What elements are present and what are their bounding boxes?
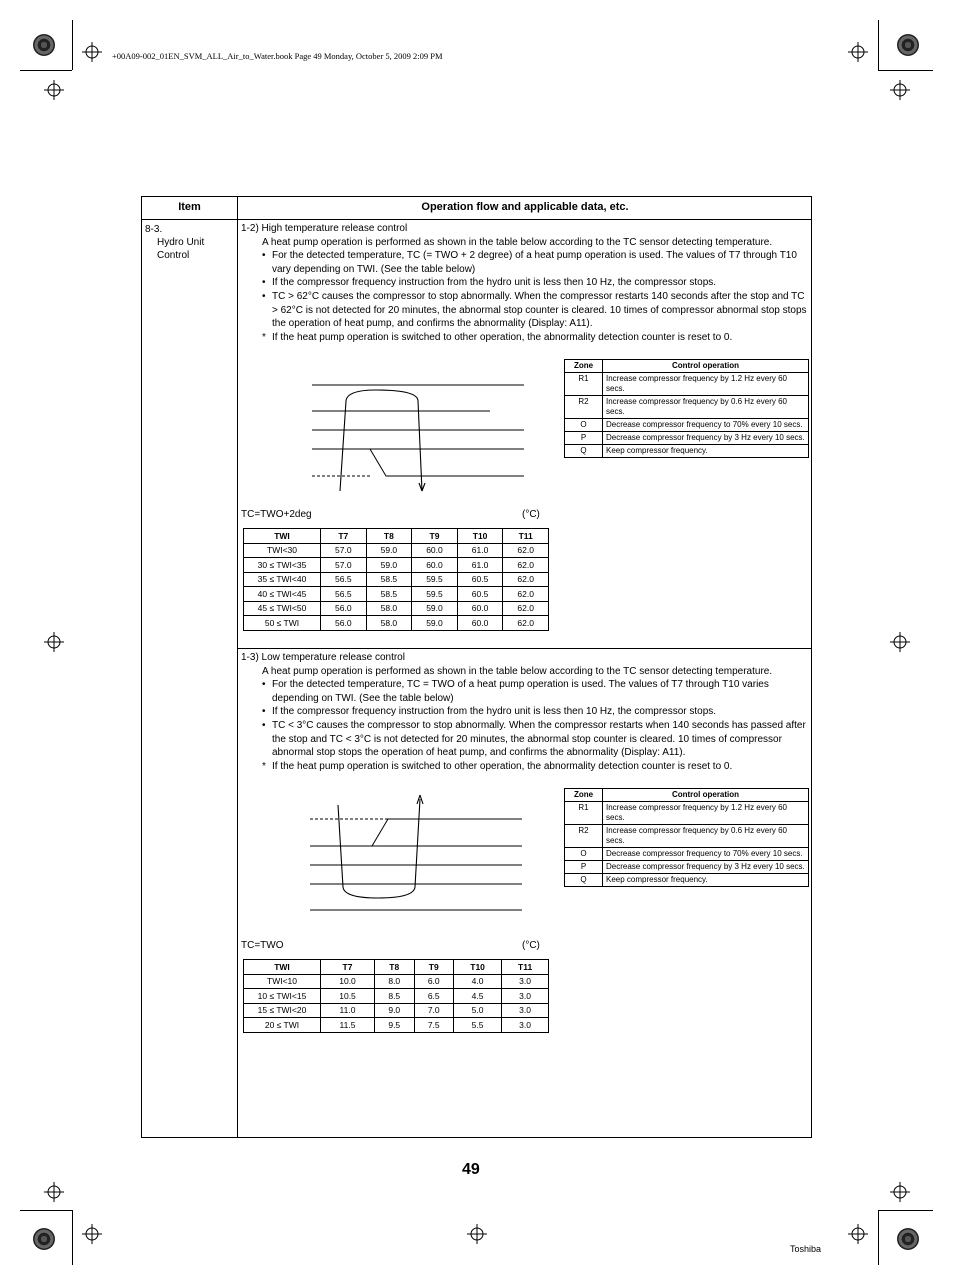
registration-mark-icon: [82, 1224, 102, 1244]
bullet-item: [241, 719, 811, 760]
table-row: [565, 825, 809, 848]
registration-mark-icon: [82, 42, 102, 62]
temperature-cell: 7.5: [414, 1018, 453, 1033]
table-row: [565, 373, 809, 396]
temperature-cell: 59.0: [412, 601, 458, 616]
temperature-cell: 9.5: [375, 1018, 414, 1033]
temperature-cell: 57.0: [321, 558, 367, 573]
bullet-mark: •: [262, 277, 266, 289]
temperature-cell: 62.0: [503, 616, 549, 631]
high-zone-table: [564, 359, 809, 458]
column-header: T8: [366, 529, 412, 544]
low-zone-table: [564, 788, 809, 887]
low-unit: (°C): [522, 940, 540, 951]
operation-cell: Increase compressor frequency by 0.6 Hz every 60 secs.: [603, 825, 809, 848]
temperature-cell: 10.5: [321, 989, 375, 1004]
crop-mark: [20, 1210, 72, 1211]
operation-cell: Decrease compressor frequency to 70% every 10 secs.: [603, 848, 809, 861]
table-row: [565, 802, 809, 825]
operation-cell: Decrease compressor frequency by 3 Hz every 10 secs.: [603, 432, 809, 445]
operation-header: Control operation: [603, 789, 809, 802]
temperature-cell: 58.0: [366, 601, 412, 616]
table-row: [244, 989, 549, 1004]
twi-range-cell: TWI<30: [244, 543, 321, 558]
zone-cell: R1: [565, 802, 603, 825]
operation-header: Control operation: [603, 360, 809, 373]
registration-mark-icon: [44, 632, 64, 652]
table-row: [565, 874, 809, 887]
table-row: [565, 396, 809, 419]
temperature-cell: 62.0: [503, 572, 549, 587]
operation-cell: Increase compressor frequency by 0.6 Hz every 60 secs.: [603, 396, 809, 419]
table-row: [565, 432, 809, 445]
crop-mark: [72, 20, 73, 70]
bullet-item: [241, 678, 811, 705]
twi-range-cell: 40 ≤ TWI<45: [244, 587, 321, 602]
temperature-cell: 59.0: [366, 543, 412, 558]
content-table: [141, 196, 812, 1138]
temperature-cell: 6.5: [414, 989, 453, 1004]
temperature-cell: 61.0: [457, 558, 503, 573]
temperature-cell: 59.5: [412, 587, 458, 602]
temperature-cell: 62.0: [503, 601, 549, 616]
twi-range-cell: 20 ≤ TWI: [244, 1018, 321, 1033]
bullet-text: TC < 3°C causes the compressor to stop abnormally. When the compressor restarts when 140 seconds has passed after the stop and TC < 3°C is not detected for 20 minutes, the abnormal stop counter is cleared. 10 times of compressor abnormal stop stops the operation of heat pump, and confirms the abnormality (Display: A11).: [272, 719, 806, 759]
temperature-cell: 58.5: [366, 587, 412, 602]
column-header: T7: [321, 960, 375, 975]
temperature-cell: 56.5: [321, 587, 367, 602]
column-header: T9: [412, 529, 458, 544]
zone-cell: R1: [565, 373, 603, 396]
table-row: [244, 587, 549, 602]
bullet-item: [241, 331, 811, 345]
table-row: [244, 1003, 549, 1018]
high-unit: (°C): [522, 509, 540, 520]
registration-mark-icon: [44, 1182, 64, 1202]
bullet-text: If the heat pump operation is switched to other operation, the abnormality detection counter is reset to 0.: [272, 760, 733, 772]
bullet-mark: •: [262, 719, 266, 731]
registration-mark-icon: [44, 80, 64, 100]
color-wheel-icon: [897, 34, 919, 56]
table-row: [244, 558, 549, 573]
twi-range-cell: 45 ≤ TWI<50: [244, 601, 321, 616]
color-wheel-icon: [33, 1228, 55, 1250]
page-number: 49: [462, 1161, 480, 1178]
zone-cell: O: [565, 419, 603, 432]
crop-mark: [878, 1210, 879, 1265]
temperature-cell: 60.5: [457, 572, 503, 587]
crop-mark: [878, 1210, 933, 1211]
temperature-cell: 5.5: [453, 1018, 501, 1033]
table-row: [244, 543, 549, 558]
zone-cell: R2: [565, 825, 603, 848]
temperature-cell: 5.0: [453, 1003, 501, 1018]
column-header: TWI: [244, 529, 321, 544]
crop-mark: [72, 1210, 73, 1265]
zone-cell: O: [565, 848, 603, 861]
item-cell: [145, 223, 204, 262]
bullet-mark: *: [262, 760, 266, 772]
bullet-text: If the compressor frequency instruction from the hydro unit is less then 10 Hz, the compressor stops.: [272, 277, 717, 289]
bullet-text: For the detected temperature, TC (= TWO + 2 degree) of a heat pump operation is used. The values of T7 through T10 vary depending on TWI. (See the table below): [272, 250, 797, 275]
temperature-cell: 7.0: [414, 1003, 453, 1018]
temperature-cell: 60.0: [412, 543, 458, 558]
column-header: T10: [453, 960, 501, 975]
column-header: TWI: [244, 960, 321, 975]
temperature-cell: 56.0: [321, 601, 367, 616]
operation-column-header: Operation flow and applicable data, etc.: [421, 201, 629, 213]
bullet-item: [241, 249, 811, 276]
operation-cell: Increase compressor frequency by 1.2 Hz every 60 secs.: [603, 373, 809, 396]
section-intro: A heat pump operation is performed as shown in the table below according to the TC sensor detecting temperature.: [262, 236, 773, 248]
table-row: [244, 974, 549, 989]
header-divider: [142, 219, 811, 220]
registration-mark-icon: [890, 1182, 910, 1202]
twi-range-cell: 30 ≤ TWI<35: [244, 558, 321, 573]
temperature-cell: 3.0: [502, 974, 549, 989]
crop-mark: [878, 20, 879, 70]
bullet-item: [241, 760, 811, 774]
temperature-cell: 59.0: [412, 616, 458, 631]
zone-cell: Q: [565, 445, 603, 458]
registration-mark-icon: [848, 42, 868, 62]
temperature-cell: 58.0: [366, 616, 412, 631]
temperature-cell: 4.5: [453, 989, 501, 1004]
bullet-mark: •: [262, 250, 266, 262]
temperature-cell: 9.0: [375, 1003, 414, 1018]
low-temp-section: [241, 651, 811, 773]
item-name-line2: Control: [157, 250, 190, 261]
bullet-text: If the heat pump operation is switched to other operation, the abnormality detection counter is reset to 0.: [272, 331, 733, 343]
bullet-text: For the detected temperature, TC = TWO of a heat pump operation is used. The values of T7 through T10 varies depending on TWI. (See the table below): [272, 679, 769, 704]
zone-header: Zone: [565, 360, 603, 373]
high-temp-section: [241, 222, 811, 344]
registration-mark-icon: [467, 1224, 487, 1244]
temperature-cell: 56.0: [321, 616, 367, 631]
temperature-cell: 59.0: [366, 558, 412, 573]
temperature-cell: 60.0: [412, 558, 458, 573]
zone-cell: Q: [565, 874, 603, 887]
temperature-cell: 3.0: [502, 989, 549, 1004]
temperature-cell: 3.0: [502, 1003, 549, 1018]
table-row: [565, 419, 809, 432]
high-twi-table: [243, 528, 549, 631]
temperature-cell: 4.0: [453, 974, 501, 989]
table-row: [565, 445, 809, 458]
column-header: T11: [503, 529, 549, 544]
zone-cell: P: [565, 432, 603, 445]
twi-range-cell: 50 ≤ TWI: [244, 616, 321, 631]
temperature-cell: 6.0: [414, 974, 453, 989]
column-header: T9: [414, 960, 453, 975]
temperature-cell: 57.0: [321, 543, 367, 558]
temperature-cell: 62.0: [503, 543, 549, 558]
zone-header: Zone: [565, 789, 603, 802]
registration-mark-icon: [890, 80, 910, 100]
table-row: [244, 1018, 549, 1033]
color-wheel-icon: [897, 1228, 919, 1250]
section-intro: A heat pump operation is performed as shown in the table below according to the TC sensor detecting temperature.: [262, 665, 773, 677]
column-header: T8: [375, 960, 414, 975]
low-twi-table: [243, 959, 549, 1033]
temperature-cell: 62.0: [503, 558, 549, 573]
table-row: [565, 848, 809, 861]
bullet-mark: •: [262, 679, 266, 691]
temperature-cell: 8.0: [375, 974, 414, 989]
temperature-cell: 62.0: [503, 587, 549, 602]
crop-mark: [878, 70, 933, 71]
temperature-cell: 11.5: [321, 1018, 375, 1033]
bullet-item: [241, 276, 811, 290]
low-caption: TC=TWO: [241, 940, 284, 951]
zone-cell: P: [565, 861, 603, 874]
table-row: [244, 616, 549, 631]
book-header: +00A09-002_01EN_SVM_ALL_Air_to_Water.book Page 49 Monday, October 5, 2009 2:09 PM: [112, 51, 443, 61]
temperature-cell: 56.5: [321, 572, 367, 587]
twi-range-cell: 35 ≤ TWI<40: [244, 572, 321, 587]
twi-range-cell: 15 ≤ TWI<20: [244, 1003, 321, 1018]
column-divider: [237, 197, 238, 1137]
section-divider: [237, 648, 812, 649]
bullet-text: If the compressor frequency instruction from the hydro unit is less then 10 Hz, the compressor stops.: [272, 706, 717, 718]
item-name-line1: Hydro Unit: [157, 237, 205, 248]
temperature-cell: 11.0: [321, 1003, 375, 1018]
operation-cell: Decrease compressor frequency to 70% every 10 secs.: [603, 419, 809, 432]
bullet-item: [241, 290, 811, 331]
section-title: 1-2) High temperature release control: [241, 223, 408, 234]
bullet-mark: •: [262, 290, 266, 302]
footer-brand: Toshiba: [790, 1244, 822, 1254]
registration-mark-icon: [890, 632, 910, 652]
temperature-cell: 60.0: [457, 616, 503, 631]
column-header: T10: [457, 529, 503, 544]
operation-cell: Keep compressor frequency.: [603, 445, 809, 458]
section-title: 1-3) Low temperature release control: [241, 652, 405, 663]
high-temp-diagram: [310, 375, 530, 497]
twi-range-cell: TWI<10: [244, 974, 321, 989]
registration-mark-icon: [848, 1224, 868, 1244]
zone-cell: R2: [565, 396, 603, 419]
item-column-header: Item: [178, 201, 201, 213]
column-header: T11: [502, 960, 549, 975]
crop-mark: [20, 70, 72, 71]
low-temp-diagram: [308, 791, 528, 915]
temperature-cell: 58.5: [366, 572, 412, 587]
bullet-item: [241, 705, 811, 719]
temperature-cell: 59.5: [412, 572, 458, 587]
operation-cell: Decrease compressor frequency by 3 Hz every 10 secs.: [603, 861, 809, 874]
temperature-cell: 3.0: [502, 1018, 549, 1033]
temperature-cell: 61.0: [457, 543, 503, 558]
bullet-mark: •: [262, 706, 266, 718]
column-header: T7: [321, 529, 367, 544]
temperature-cell: 8.5: [375, 989, 414, 1004]
table-row: [244, 572, 549, 587]
color-wheel-icon: [33, 34, 55, 56]
temperature-cell: 60.5: [457, 587, 503, 602]
operation-cell: Keep compressor frequency.: [603, 874, 809, 887]
bullet-mark: *: [262, 331, 266, 343]
temperature-cell: 10.0: [321, 974, 375, 989]
temperature-cell: 60.0: [457, 601, 503, 616]
item-number: 8-3.: [145, 224, 163, 235]
bullet-text: TC > 62°C causes the compressor to stop abnormally. When the compressor restarts 140 seconds after the stop and TC > 62°C is not detected for 20 minutes, the abnormal stop counter is cleared. 10 times of compressor abnormal stop stops the operation of heat pump, and confirms the abnormality (Display: A11).: [272, 290, 807, 330]
operation-cell: Increase compressor frequency by 1.2 Hz every 60 secs.: [603, 802, 809, 825]
high-caption: TC=TWO+2deg: [241, 509, 312, 520]
table-row: [565, 861, 809, 874]
twi-range-cell: 10 ≤ TWI<15: [244, 989, 321, 1004]
table-row: [244, 601, 549, 616]
